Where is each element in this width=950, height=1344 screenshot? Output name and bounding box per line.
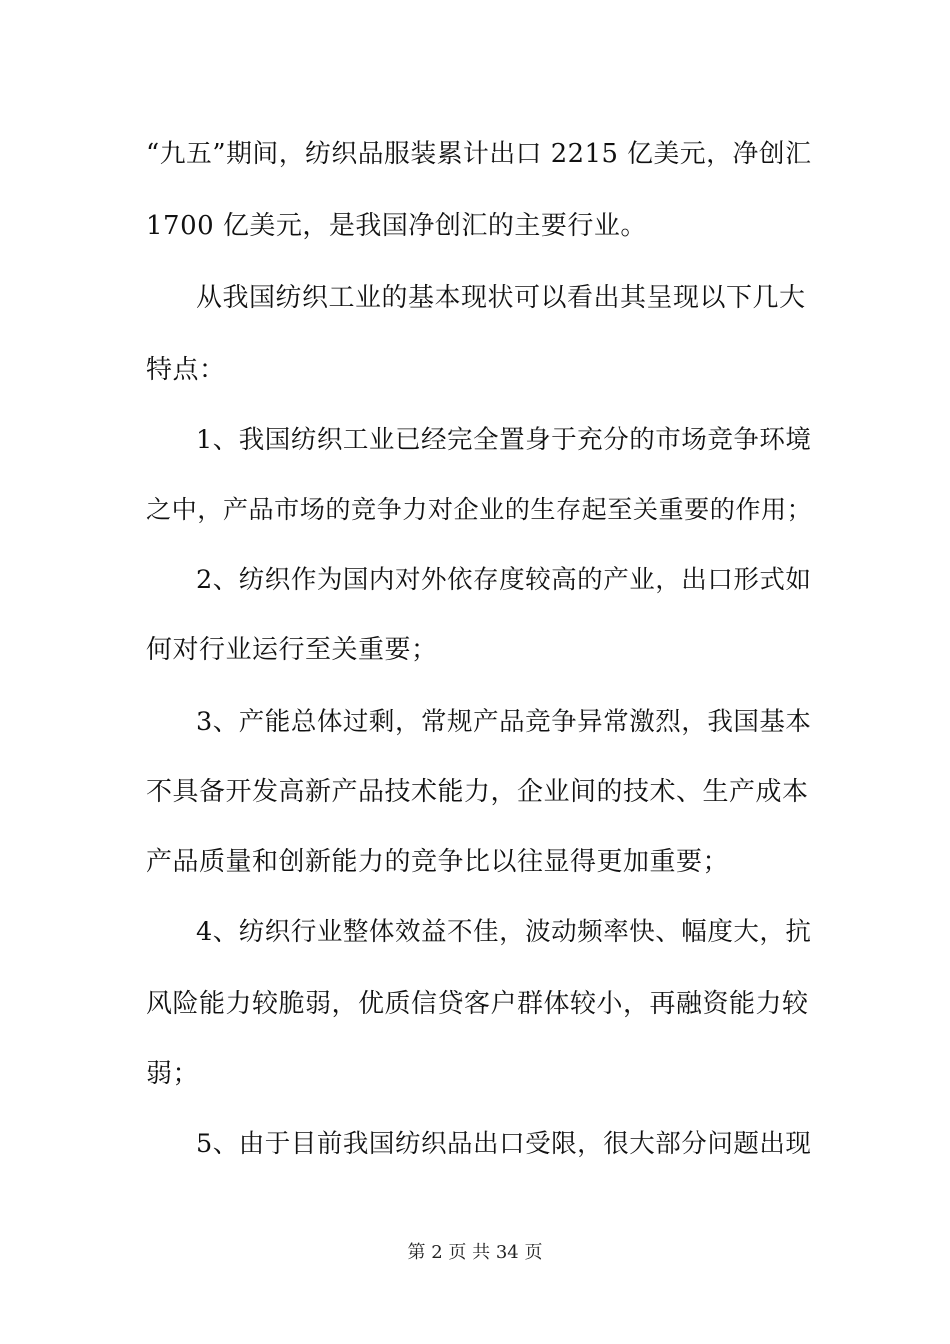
text-line-12 [0, 912, 950, 952]
text-line-7-content: 2、纺织作为国内对外依存度较高的产业，出口形式如 [196, 565, 812, 595]
text-line-4-content: 特点： [146, 355, 226, 385]
text-line-15 [0, 1124, 950, 1164]
text-line-15-content: 5、由于目前我国纺织品出口受限，很大部分问题出现 [196, 1129, 812, 1159]
text-line-3 [0, 278, 950, 318]
text-line-6-content: 之中，产品市场的竞争力对企业的生存起至关重要的作用； [146, 495, 813, 524]
text-line-7 [0, 560, 950, 600]
text-line-5-content: 1、我国纺织工业已经完全置身于充分的市场竞争环境 [196, 425, 812, 455]
text-line-9 [0, 702, 950, 742]
page-number-footer: 第 2 页 共 34 页 [407, 1242, 543, 1263]
text-line-9-content: 3、产能总体过剩，常规产品竞争异常激烈，我国基本 [196, 707, 812, 737]
text-line-6 [0, 490, 950, 530]
text-line-13 [0, 984, 950, 1024]
text-line-11-content: 产品质量和创新能力的竞争比以往显得更加重要； [146, 847, 730, 877]
text-line-10-content: 不具备开发高新产品技术能力，企业间的技术、生产成本 [146, 777, 809, 807]
text-line-2 [0, 206, 950, 246]
text-line-1 [0, 134, 950, 174]
text-line-12-content: 4、纺织行业整体效益不佳，波动频率快、幅度大，抗 [196, 917, 812, 947]
text-line-8 [0, 630, 950, 670]
text-line-8-content: 何对行业运行至关重要； [146, 635, 438, 665]
text-line-5 [0, 420, 950, 460]
text-line-3-content: 从我国纺织工业的基本现状可以看出其呈现以下几大 [196, 283, 806, 313]
text-line-13-content: 风险能力较脆弱，优质信贷客户群体较小，再融资能力较 [146, 989, 809, 1019]
text-line-4 [0, 350, 950, 390]
text-line-14 [0, 1054, 950, 1094]
text-line-14-content: 弱； [146, 1059, 200, 1089]
text-line-2-content: 1700 亿美元，是我国净创汇的主要行业。 [146, 211, 647, 241]
text-line-11 [0, 842, 950, 882]
text-line-1-content: “九五”期间，纺织品服装累计出口 2215 亿美元，净创汇 [146, 139, 812, 169]
text-line-10 [0, 772, 950, 812]
